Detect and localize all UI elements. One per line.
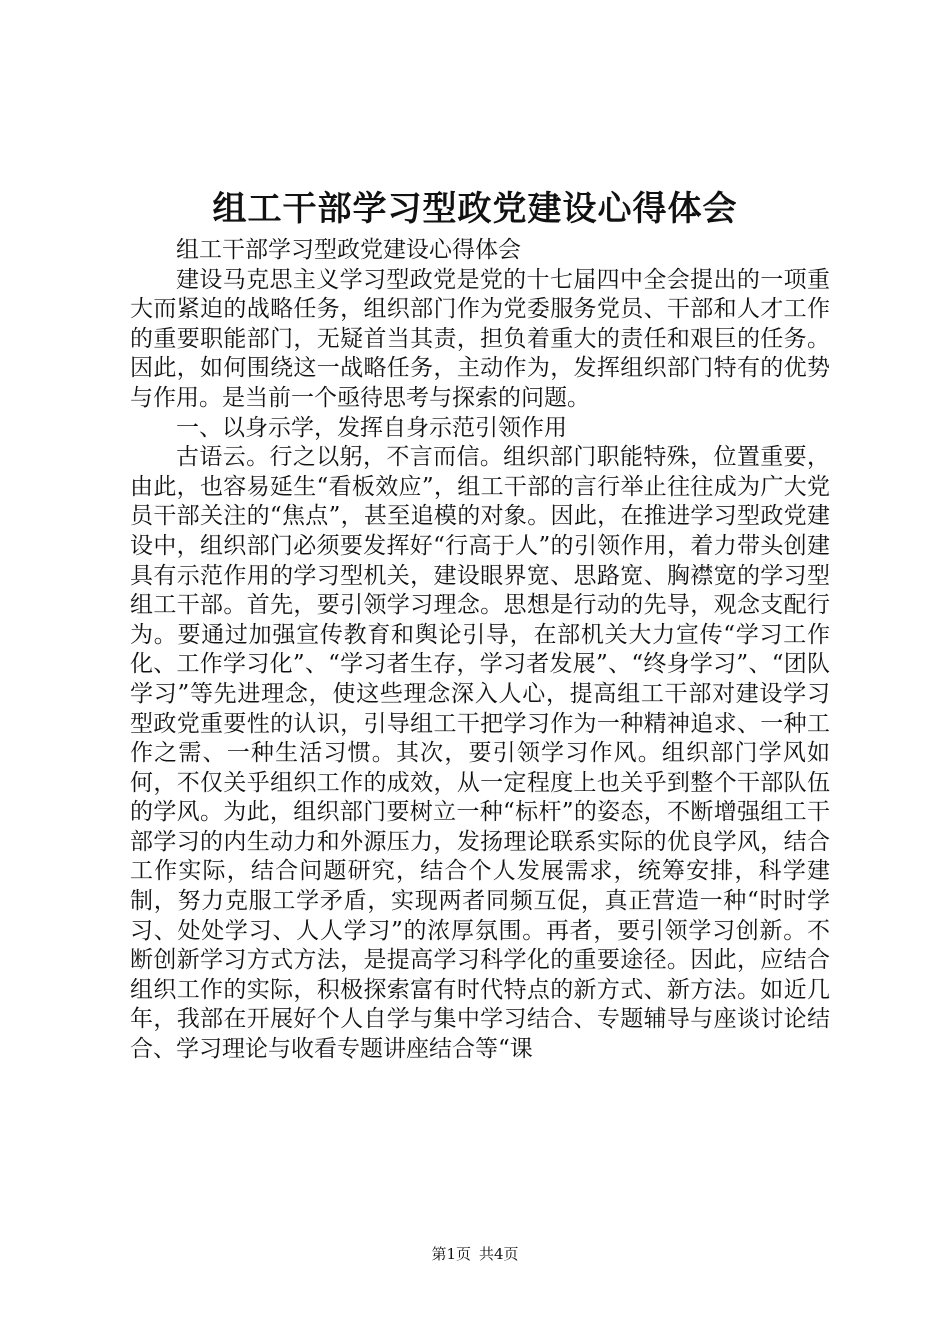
page-footer — [0, 1244, 950, 1264]
paragraph-intro: 建设马克思主义学习型政党是党的十七届四中全会提出的一项重大而紧迫的战略任务，组织部门作为党委服务党员、干部和人才工作的重要职能部门，无疑首当其责，担负着重大的责任和艰巨的任务。因此，如何围绕这一战略任务，主动作为，发挥组织部门特有的优势与作用。是当前一个亟待思考与探索的问题。 — [130, 266, 830, 411]
section-heading: 一、以身示学，发挥自身示范引领作用 — [176, 414, 567, 441]
paragraph-subtitle: 组工干部学习型政党建设心得体会 — [176, 237, 521, 263]
page-number: 第1页 — [431, 1245, 471, 1263]
paragraph-section-1: 古语云。行之以躬，不言而信。组织部门职能特殊，位置重要，由此，也容易延生“看板效应”，组工干部的言行举止往往成为广大党员干部关注的“焦点”，甚至追模的对象。因此，在推进学习型政党建设中，组织部门必须要发挥好“行高于人”的引领作用，着力带头创建具有示范作用的学习型机关，建设眼界宽、思路宽、胸襟宽的学习型组工干部。首先，要引领学习理念。思想是行动的先导，观念支配行为。要通过加强宣传教育和舆论引导，在部机关大力宣传“学习工作化、工作学习化”、“学习者生存，学习者发展”、“终身学习”、“团队学习”等先进理念，使这些理念深入人心，提高组工干部对建设学习型政党重要性的认识，引导组工干把学习作为一种精神追求、一种工作之需、一种生活习惯。其次，要引领学习作风。组织部门学风如何，不仅关乎组织工作的成效，从一定程度上也关乎到整个干部队伍的学风。为此，组织部门要树立一种“标杆”的姿态，不断增强组工干部学习的内生动力和外源压力，发扬理论联系实际的优良学风，结合工作实际，结合问题研究，结合个人发展需求，统筹安排，科学建制，努力克服工学矛盾，实现两者同频互促，真正营造一种“时时学习、处处学习、人人学习”的浓厚氛围。再者，要引领学习创新。不断创新学习方式方法，是提高学习科学化的重要途径。因此，应结合组织工作的实际，积极探索富有时代特点的新方式、新方法。如近几年，我部在开展好个人自学与集中学习结合、专题辅导与座谈讨论结合、学习理论与收看专题讲座结合等“课 — [130, 444, 830, 1063]
document-title: 组工干部学习型政党建设心得体会 — [212, 189, 738, 229]
page-total: 共4页 — [479, 1245, 519, 1263]
document-body — [130, 236, 830, 1065]
